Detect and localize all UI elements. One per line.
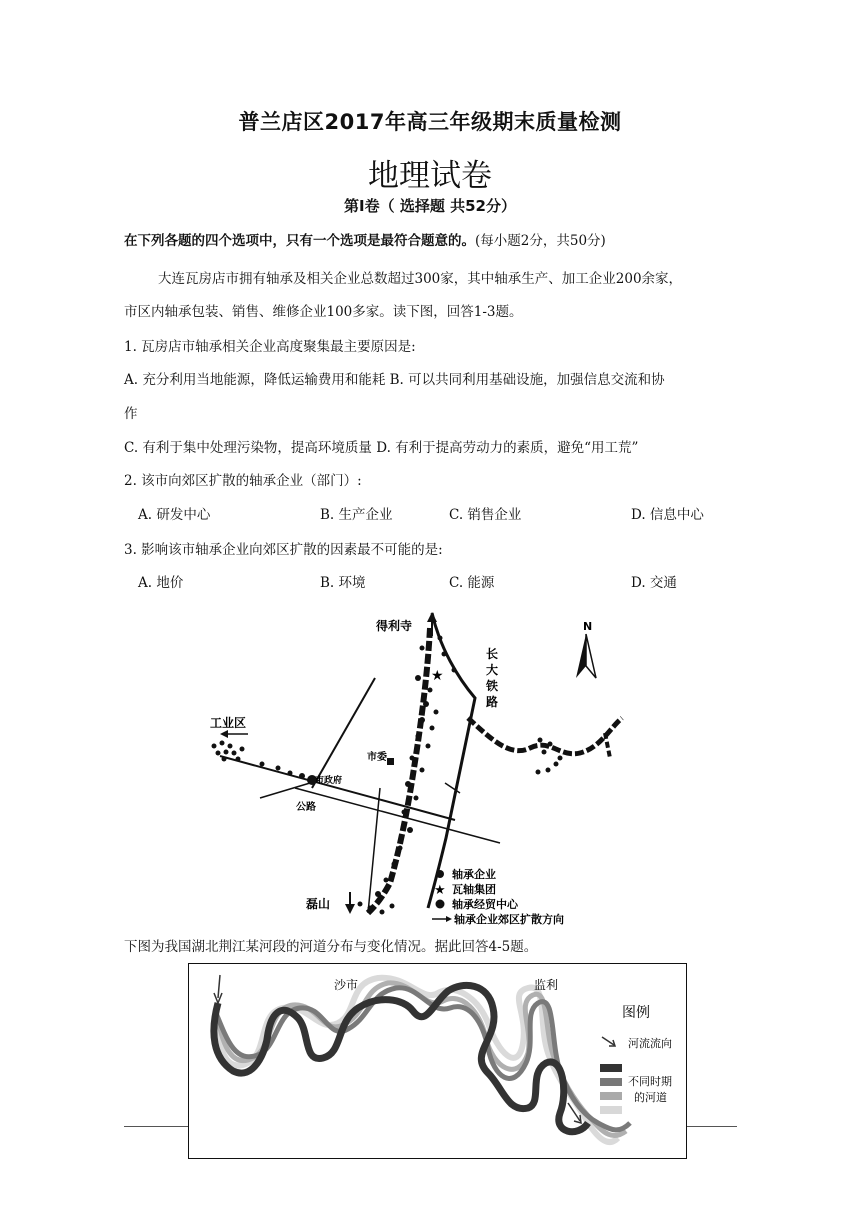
river-branch — [605, 733, 610, 758]
label-delisi: 得利寺 — [376, 619, 413, 633]
bearing-industry-map — [200, 608, 640, 930]
q3-option-a: A. 地价 — [138, 575, 184, 591]
arrow-south-icon — [345, 904, 355, 914]
svg-text:轴承企业郊区扩散方向: 轴承企业郊区扩散方向 — [454, 913, 564, 926]
q3-option-d: D. 交通 — [631, 575, 677, 591]
label-road: 公路 — [296, 802, 316, 813]
q3-stem: 3. 影响该市轴承企业向郊区扩散的因素最不可能的是: — [124, 542, 443, 558]
label-jianli: 监利 — [534, 978, 559, 992]
swatch-recent — [600, 1078, 622, 1086]
instructions-bold: 在下列各题的四个选项中，只有一个选项是最符合题意的。 — [124, 233, 475, 249]
swatch-oldest — [600, 1106, 622, 1114]
dot-icon — [436, 870, 444, 878]
q3-option-b: B. 环境 — [320, 575, 366, 591]
footer-rule-right — [687, 1126, 737, 1127]
road-east — [295, 788, 500, 843]
hub-icon — [436, 900, 445, 909]
svg-text:铁: 铁 — [486, 679, 499, 693]
q1-options-cd: C. 有利于集中处理污染物，提高环境质量 D. 有利于提高劳动力的素质，避免“用工荒” — [124, 440, 639, 456]
label-shiwei: 市委 — [367, 752, 387, 763]
swatch-current — [600, 1064, 622, 1072]
passage2: 下图为我国湖北荆江某河段的河道分布与变化情况。据此回答4-5题。 — [124, 939, 538, 955]
legend-title: 图例 — [622, 1005, 650, 1021]
arrow-right-icon — [446, 916, 452, 922]
part-title: 第Ⅰ卷（ 选择题 共52分） — [344, 197, 516, 215]
star-legend-icon: ★ — [434, 883, 446, 898]
east-dots — [536, 738, 563, 775]
svg-text:的河道: 的河道 — [634, 1091, 667, 1104]
arrow-west-icon — [220, 730, 228, 738]
svg-text:大: 大 — [486, 663, 499, 677]
industrial-dots — [212, 741, 306, 780]
label-leishan: 磊山 — [306, 897, 331, 911]
svg-text:轴承企业: 轴承企业 — [452, 868, 496, 881]
svg-text:瓦轴集团: 瓦轴集团 — [452, 883, 496, 896]
q1-options-ab: A. 充分利用当地能源，降低运输费用和能耗 B. 可以共同利用基础设施，加强信息交流和协 — [124, 372, 665, 388]
star-icon: ★ — [431, 668, 444, 684]
svg-text:轴承经贸中心: 轴承经贸中心 — [452, 898, 518, 911]
svg-text:不同时期: 不同时期 — [628, 1075, 672, 1088]
footer-rule-left — [124, 1126, 188, 1127]
subject-title: 地理试卷 — [368, 158, 492, 194]
instructions-score: (每小题2分，共50分) — [475, 233, 606, 249]
exam-title: 普兰店区2017年高三年级期末质量检测 — [238, 110, 622, 134]
committee-marker — [387, 758, 394, 765]
label-industrial: 工业区 — [210, 716, 247, 730]
label-shashi: 沙市 — [334, 978, 359, 992]
instructions — [124, 229, 606, 249]
q2-option-a: A. 研发中心 — [138, 507, 211, 523]
map1-legend — [432, 867, 564, 926]
passage1-line2: 市区内轴承包装、销售、维修企业100多家。读下图，回答1-3题。 — [124, 304, 523, 320]
q2-option-d: D. 信息中心 — [631, 507, 704, 523]
label-shizhengfu: 市政府 — [315, 776, 343, 786]
river-east — [468, 718, 622, 754]
north-arrow-icon — [576, 620, 596, 678]
railway-line — [428, 613, 475, 908]
q2-option-c: C. 销售企业 — [449, 507, 522, 523]
q1-stem: 1. 瓦房店市轴承相关企业高度聚集最主要原因是: — [124, 339, 416, 355]
q1-options-ab-cont: 作 — [124, 406, 138, 422]
q3-option-c: C. 能源 — [449, 575, 495, 591]
north-label: N — [583, 620, 593, 633]
svg-text:长: 长 — [486, 647, 499, 661]
legend-flow: 河流流向 — [628, 1037, 672, 1050]
svg-text:路: 路 — [486, 695, 499, 709]
passage1-line1: 大连瓦房店市拥有轴承及相关企业总数超过300家，其中轴承生产、加工企业200余家， — [158, 271, 683, 287]
swatch-older — [600, 1092, 622, 1100]
arrow-north-icon — [427, 612, 437, 622]
q2-option-b: B. 生产企业 — [320, 507, 393, 523]
road-diagonal — [312, 678, 375, 788]
q2-stem: 2. 该市向郊区扩散的轴承企业（部门）: — [124, 473, 362, 489]
road-west — [220, 756, 455, 820]
river-channel-map — [188, 963, 688, 1159]
